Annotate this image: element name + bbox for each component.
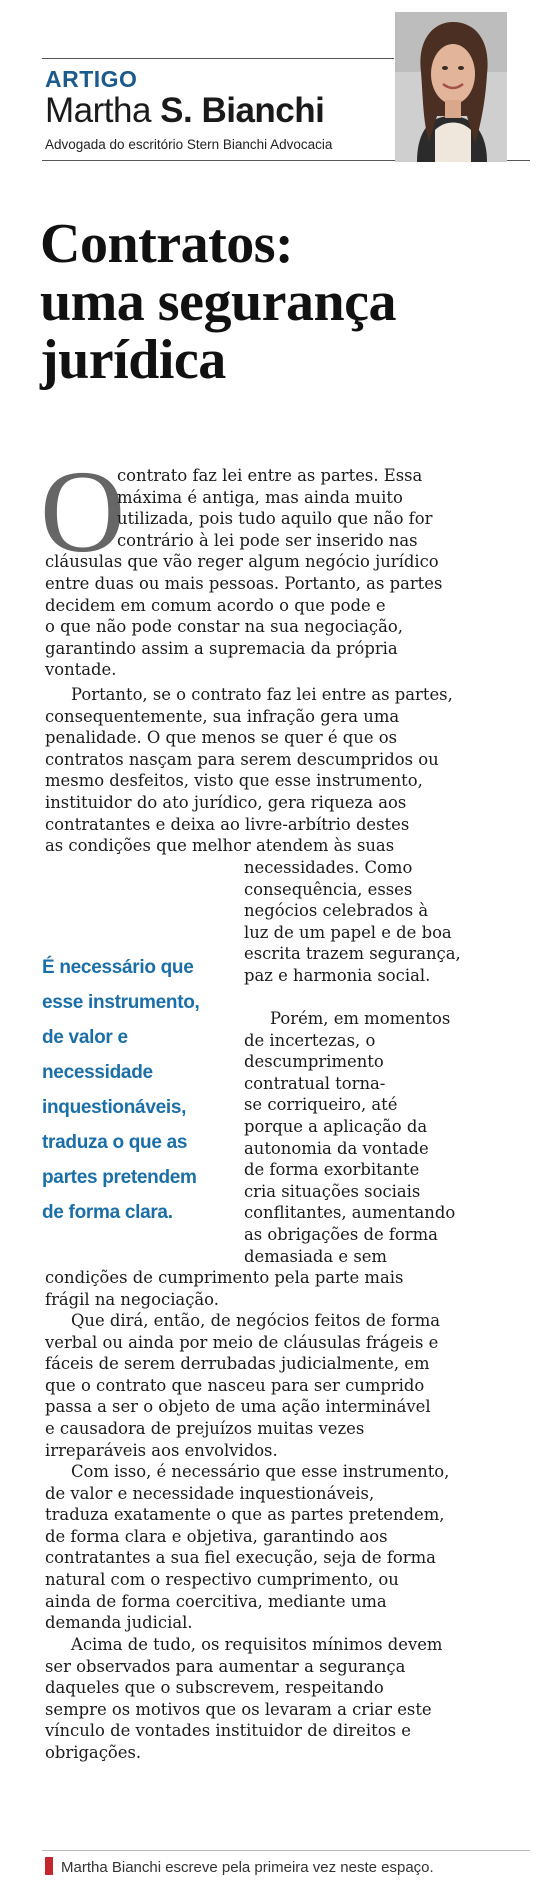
author-first-name: Martha: [45, 91, 151, 130]
paragraph-1: [45, 465, 510, 681]
text-line: o que não pode constar na sua negociação,: [45, 617, 403, 637]
pull-quote-line: É necessário que: [42, 957, 194, 978]
text-line: contrário à lei pode ser inserido nas: [117, 530, 418, 550]
text-line: contratual torna-: [244, 1073, 386, 1093]
text-line: e causadora de prejuízos muitas vezes: [45, 1418, 365, 1438]
text-line: de incertezas, o: [244, 1030, 376, 1050]
paragraph-3-tail: [45, 1267, 403, 1310]
text-line: cria situações sociais: [244, 1181, 421, 1201]
text-line: garantindo assim a supremacia da própria: [45, 638, 398, 658]
footer-note: [45, 1857, 434, 1876]
text-line: demanda judicial.: [45, 1613, 193, 1633]
text-line: Com isso, é necessário que esse instrumento,: [71, 1462, 450, 1481]
text-line: descumprimento: [244, 1052, 384, 1072]
text-line: frágil na negociação.: [45, 1289, 219, 1309]
text-line: cláusulas que vão reger algum negócio jurídico: [45, 552, 439, 572]
text-line: luz de um papel e de boa: [244, 922, 452, 942]
text-line: entre duas ou mais pessoas. Portanto, as partes: [45, 573, 443, 593]
footer-rule: [42, 1850, 530, 1851]
text-line: paz e harmonia social.: [244, 965, 431, 985]
text-line: Porém, em momentos: [270, 1009, 451, 1028]
text-line: vontade.: [45, 660, 117, 680]
text-line: Acima de tudo, os requisitos mínimos devem: [71, 1635, 443, 1654]
text-line: Que dirá, então, de negócios feitos de forma: [71, 1311, 441, 1330]
text-line: Portanto, se o contrato faz lei entre as partes,: [71, 685, 453, 704]
paragraph-2: [45, 684, 453, 857]
pull-quote-line: de valor e: [42, 1027, 128, 1048]
text-line: condições de cumprimento pela parte mais: [45, 1268, 404, 1287]
text-line: conflitantes, aumentando: [244, 1203, 456, 1223]
text-line: as condições que melhor atendem às suas: [45, 836, 395, 856]
text-line: de forma exorbitante: [244, 1160, 420, 1180]
headline-line-1: Contratos:: [40, 213, 294, 275]
paragraph-5: [45, 1461, 449, 1634]
pull-quote-line: esse instrumento,: [42, 992, 200, 1013]
text-line: natural com o respectivo cumprimento, ou: [45, 1569, 399, 1589]
headline-line-2: uma segurança: [40, 271, 396, 333]
pull-quote-line: partes pretendem: [42, 1167, 197, 1188]
text-line: penalidade. O que menos se quer é que os: [45, 728, 398, 748]
text-line: verbal ou ainda por meio de cláusulas frágeis e: [45, 1332, 439, 1352]
text-line: obrigações.: [45, 1742, 142, 1762]
headline: [40, 215, 520, 389]
text-line: consequência, esses: [244, 879, 413, 899]
text-line: passa a ser o objeto de uma ação interminável: [45, 1397, 431, 1417]
paragraph-2-narrow: [244, 857, 461, 987]
text-line: vínculo de vontades instituidor de direitos e: [45, 1721, 411, 1741]
author-name: [45, 93, 324, 128]
text-line: contrato faz lei entre as partes. Essa: [117, 466, 423, 485]
text-line: fáceis de serem derrubadas judicialmente, em: [45, 1354, 430, 1374]
text-line: de forma clara e objetiva, garantindo aos: [45, 1526, 388, 1546]
author-photo: [395, 12, 507, 162]
text-line: utilizada, pois tudo aquilo que não for: [117, 509, 433, 529]
text-line: contratos nasçam para serem descumpridos ou: [45, 749, 439, 769]
pull-quote-line: de forma clara.: [42, 1202, 173, 1223]
author-portrait-image: [395, 12, 507, 162]
text-line: escrita trazem segurança,: [244, 944, 461, 964]
text-line: mesmo desfeitos, visto que esse instrumento,: [45, 771, 423, 791]
text-line: consequentemente, sua infração gera uma: [45, 706, 400, 726]
text-line: ser observados para aumentar a segurança: [45, 1656, 406, 1676]
header-top-rule: [42, 58, 394, 59]
pull-quote: [42, 950, 247, 1230]
text-line: instituidor do ato jurídico, gera riqueza aos: [45, 792, 407, 812]
author-last-name: S. Bianchi: [160, 91, 325, 130]
text-line: que o contrato que nasceu para ser cumprido: [45, 1375, 425, 1395]
text-line: negócios celebrados à: [244, 901, 429, 921]
pull-quote-line: necessidade: [42, 1062, 153, 1083]
paragraph-3-narrow: [244, 1008, 455, 1267]
text-line: contratantes a sua fiel execução, seja de forma: [45, 1548, 436, 1568]
text-line: contratantes e deixa ao livre-arbítrio destes: [45, 814, 410, 834]
text-line: decidem em comum acordo o que pode e: [45, 595, 386, 615]
text-line: porque a aplicação da: [244, 1116, 428, 1136]
text-line: autonomia da vontade: [244, 1138, 429, 1158]
footer-marker: [45, 1857, 53, 1875]
paragraph-4: [45, 1310, 440, 1461]
headline-line-3: jurídica: [40, 329, 226, 391]
drop-cap: O: [40, 446, 126, 577]
text-line: demasiada e sem: [244, 1246, 387, 1266]
paragraph-6: [45, 1634, 442, 1764]
text-line: máxima é antiga, mas ainda muito: [117, 487, 403, 507]
text-line: as obrigações de forma: [244, 1224, 438, 1244]
author-role: Advogada do escritório Stern Bianchi Advocacia: [45, 137, 333, 152]
text-line: sempre os motivos que os levaram a criar este: [45, 1699, 432, 1719]
text-line: irreparáveis aos envolvidos.: [45, 1440, 278, 1460]
text-line: traduza exatamente o que as partes pretendem,: [45, 1505, 445, 1525]
pull-quote-line: inquestionáveis,: [42, 1097, 187, 1118]
text-line: de valor e necessidade inquestionáveis,: [45, 1483, 375, 1503]
section-kicker: ARTIGO: [45, 66, 138, 92]
pull-quote-line: traduza o que as: [42, 1132, 188, 1153]
text-line: necessidades. Como: [244, 858, 413, 877]
text-line: se corriqueiro, até: [244, 1095, 398, 1115]
text-line: ainda de forma coercitiva, mediante uma: [45, 1591, 387, 1611]
text-line: daqueles que o subscrevem, respeitando: [45, 1678, 384, 1698]
footer-text: Martha Bianchi escreve pela primeira vez neste espaço.: [61, 1859, 434, 1876]
